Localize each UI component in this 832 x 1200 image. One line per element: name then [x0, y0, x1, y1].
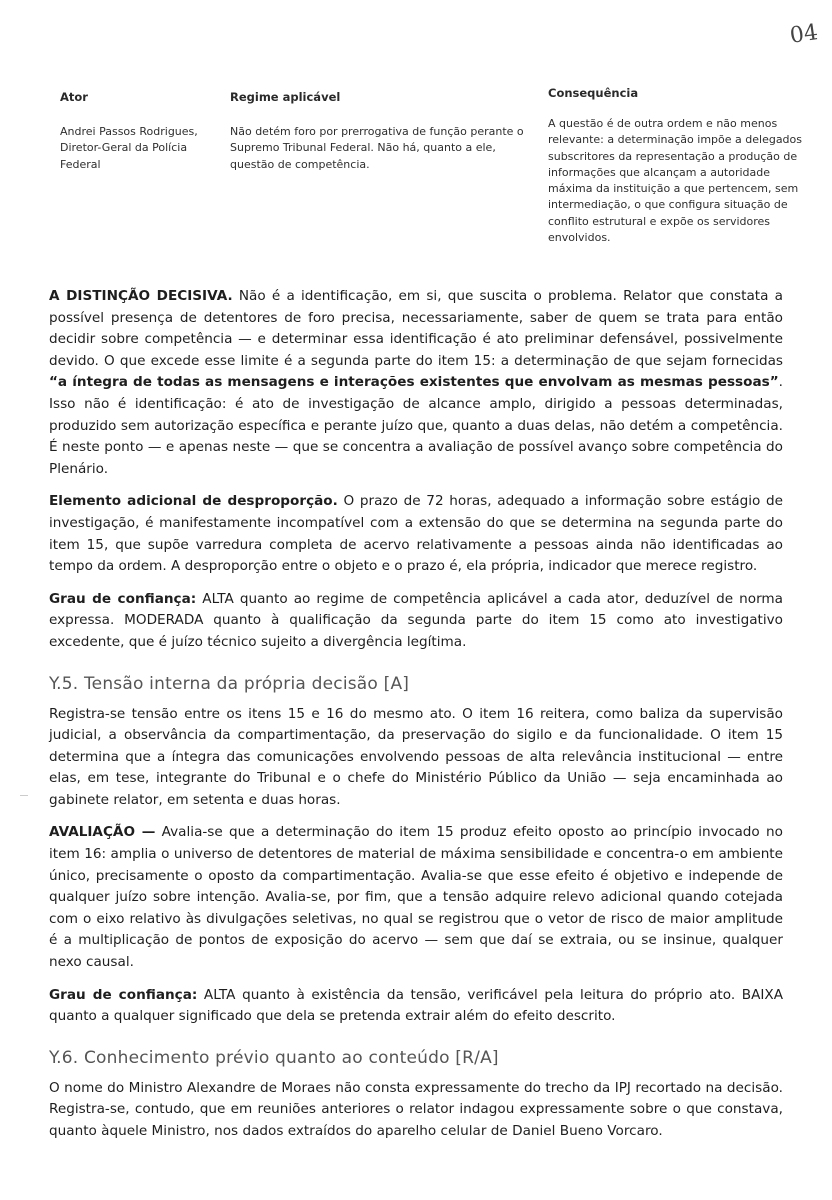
paragraph-desproporcao	[49, 491, 783, 577]
table-column-regime	[230, 90, 530, 173]
table-cell-ator: Andrei Passos Rodrigues, Diretor-Geral da Polícia Federal	[60, 125, 198, 171]
section-heading-y6: Y.6. Conhecimento prévio quanto ao conteúdo [R/A]	[49, 1047, 499, 1068]
paragraph-tensao: Registra-se tensão entre os itens 15 e 16 do mesmo ato. O item 16 reitera, como baliza da supervisão judicial, a observância da compartimentação, da preservação do sigilo e da funcionalidade. O item 15 determina que a íntegra das comunicações envolvendo pessoas de alta relevância institucional — entre elas, em tese, integrante do Tribunal e o chefe do Ministério Público da União — seja encaminhada ao gabinete relator, em setenta e duas horas.	[49, 705, 783, 808]
table-cell-consequencia: A questão é de outra ordem e não menos relevante: a determinação impõe a delegados subscritores da representação a produção de informações que alcançam a autoridade máxima da instituição a que pertencem, sem intermediação, o que configura situação de conflito estrutural e expõe os servidores envolvidos.	[548, 117, 802, 245]
paragraph-lead: Elemento adicional de desproporção.	[49, 493, 338, 510]
paragraph-lead: Grau de confiança:	[49, 590, 197, 607]
paragraph-distincao-decisiva	[49, 286, 783, 480]
paragraph-text: ALTA quanto ao regime de competência aplicável a cada ator, deduzível de norma expressa. MODERADA quanto à qualificação da segunda parte do item 15 como ato investigativo excedente, que é juízo técnico sujeito a divergência legítima.	[49, 590, 783, 650]
paragraph-lead: A DISTINÇÃO DECISIVA.	[49, 288, 233, 304]
paragraph-grau-confianca-2	[49, 985, 783, 1028]
paragraph-text: ALTA quanto à existência da tensão, verificável pela leitura do próprio ato. BAIXA quanto a qualquer significado que dela se pretenda extrair além do efeito descrito.	[49, 986, 783, 1025]
paragraph-text: O prazo de 72 horas, adequado a informação sobre estágio de investigação, é manifestamente incompatível com a extensão do que se determina na segunda parte do item 15, que supõe varredura completa de acervo relativamente a pessoas ainda não identificadas ao tempo da ordem. A desproporção entre o objeto e o prazo é, ela própria, indicador que merece registro.	[49, 493, 783, 575]
quote-text: “a íntegra de todas as mensagens e interações existentes que envolvam as mesmas pessoas”	[49, 374, 779, 391]
scan-speck	[20, 795, 28, 796]
handwritten-page-number: 04	[788, 20, 820, 49]
section-heading-y5: Y.5. Tensão interna da própria decisão [A]	[49, 673, 410, 694]
table-column-ator	[60, 90, 220, 173]
paragraph-text: Não é a identificação, em si, que suscita o problema. Relator que constata a possível presença de detentores de foro precisa, necessariamente, saber de quem se trata para então decidir sobre competência — e determinar essa identificação é ato preliminar defensável, possivelmente devido. O que excede esse limite é a segunda parte do item 15: a determinação de que sejam fornecidas	[49, 288, 784, 369]
document-body	[49, 286, 783, 1154]
paragraph-lead: AVALIAÇÃO —	[49, 824, 156, 841]
table-header-ator: Ator	[60, 90, 88, 104]
paragraph-avaliacao	[49, 822, 783, 973]
paragraph-conhecimento-previo: O nome do Ministro Alexandre de Moraes não consta expressamente do trecho da IPJ recortado na decisão. Registra-se, contudo, que em reuniões anteriores o relator indagou expressamente sobre o que constava, quanto àquele Ministro, nos dados extraídos do aparelho celular de Daniel Bueno Vorcaro.	[49, 1079, 783, 1139]
table-column-consequencia	[548, 86, 806, 246]
table-header-regime: Regime aplicável	[230, 90, 341, 104]
table-cell-regime: Não detém foro por prerrogativa de função perante o Supremo Tribunal Federal. Não há, quanto a ele, questão de competência.	[230, 125, 524, 171]
paragraph-grau-confianca-1	[49, 589, 783, 654]
paragraph-text: Avalia-se que a determinação do item 15 produz efeito oposto ao princípio invocado no item 16: amplia o universo de detentores de material de máxima sensibilidade e concentra-o em ambiente único, precisamente o oposto da compartimentação. Avalia-se que esse efeito é objetivo e independe de qualquer juízo sobre intenção. Avalia-se, por fim, que a tensão adquire relevo adicional quando cotejada com o eixo relativo às divulgações seletivas, no qual se registrou que o vetor de risco de maior amplitude é a multiplicação de pontos de exposição do acervo — sem que daí se extraia, ou se insinue, qualquer nexo causal.	[49, 824, 783, 971]
paragraph-lead: Grau de confiança:	[49, 986, 198, 1003]
table-header-consequencia: Consequência	[548, 86, 639, 100]
paragraph-text: . Isso não é identificação: é ato de investigação de alcance amplo, dirigido a pessoas determinadas, produzido sem autorização específica e perante juízo que, quanto a duas delas, não detém a competência. É neste ponto — e apenas neste — que se concentra a avaliação de possível avanço sobre competência do Plenário.	[49, 374, 783, 477]
